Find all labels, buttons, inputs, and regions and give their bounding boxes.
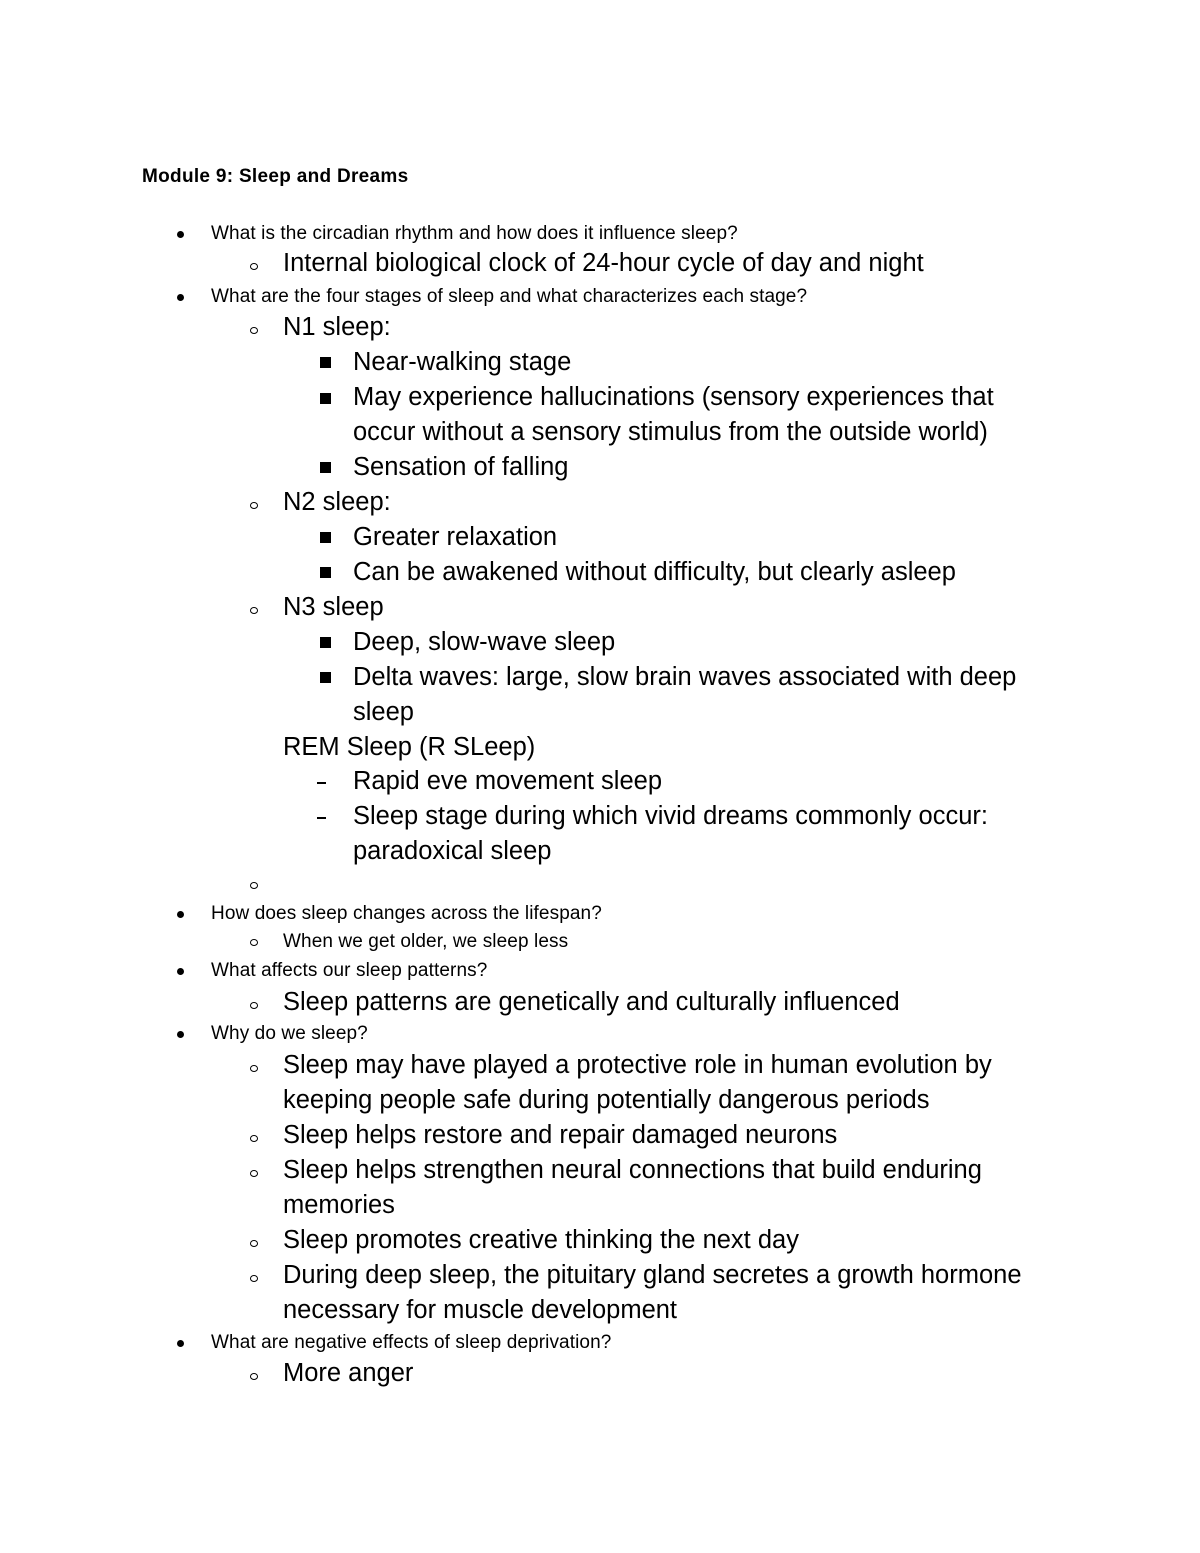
bullet-circle [250,502,258,509]
bullet-circle [250,1170,258,1177]
bullet-circle [250,1002,258,1009]
bullet-circle [250,1135,258,1142]
answer-patterns: Sleep patterns are genetically and culturally influenced [283,988,900,1016]
stage-n2-label: N2 sleep: [283,488,391,516]
n2-item: Greater relaxation [353,523,558,551]
bullet-circle [250,1240,258,1247]
stage-n3-label: N3 sleep [283,593,384,621]
bullet-circle [250,939,258,946]
n3-item-continued: sleep [353,698,414,726]
bullet-square [320,637,331,648]
bullet-square [320,462,331,473]
rem-item: Rapid eve movement sleep [353,767,663,795]
bullet-square [320,357,331,368]
stage-rem-label: REM Sleep (R SLeep) [283,733,536,761]
bullet-square [320,393,331,404]
answer-deprivation: More anger [283,1359,414,1387]
n2-item: Can be awakened without difficulty, but clearly asleep [353,558,956,586]
bullet-disc [177,231,184,238]
bullet-disc [177,911,184,918]
rem-item: Sleep stage during which vivid dreams commonly occur: [353,802,988,830]
bullet-disc [177,294,184,301]
bullet-disc [177,1340,184,1347]
question-stages: What are the four stages of sleep and what characterizes each stage? [211,286,808,307]
bullet-circle [250,607,258,614]
answer-why-sleep: Sleep may have played a protective role in human evolution by [283,1051,992,1079]
bullet-dash [317,782,326,784]
question-deprivation: What are negative effects of sleep deprivation? [211,1332,612,1353]
question-circadian: What is the circadian rhythm and how does it influence sleep? [211,223,738,244]
page-title: Module 9: Sleep and Dreams [142,166,409,187]
n1-item: Near-walking stage [353,348,572,376]
answer-why-sleep-continued: necessary for muscle development [283,1296,678,1324]
stage-n1-label: N1 sleep: [283,313,391,341]
bullet-disc [177,1031,184,1038]
bullet-square [320,567,331,578]
question-patterns: What affects our sleep patterns? [211,960,488,981]
bullet-circle [250,1373,258,1380]
bullet-circle [250,263,258,270]
n1-item-continued: occur without a sensory stimulus from the outside world) [353,418,988,446]
answer-why-sleep: Sleep helps strengthen neural connections that build enduring [283,1156,982,1184]
question-lifespan: How does sleep changes across the lifespan? [211,903,602,924]
bullet-circle-empty [250,882,258,889]
answer-why-sleep-continued: memories [283,1191,395,1219]
rem-item-continued: paradoxical sleep [353,837,552,865]
answer-lifespan: When we get older, we sleep less [283,931,569,952]
bullet-circle [250,1275,258,1282]
answer-circadian: Internal biological clock of 24-hour cycle of day and night [283,249,924,277]
bullet-square [320,532,331,543]
answer-why-sleep-continued: keeping people safe during potentially dangerous periods [283,1086,930,1114]
bullet-circle [250,1065,258,1072]
answer-why-sleep: During deep sleep, the pituitary gland secretes a growth hormone [283,1261,1022,1289]
bullet-square [320,672,331,683]
n1-item: May experience hallucinations (sensory experiences that [353,383,994,411]
n1-item: Sensation of falling [353,453,569,481]
answer-why-sleep: Sleep promotes creative thinking the next day [283,1226,799,1254]
bullet-dash [317,817,326,819]
bullet-circle [250,327,258,334]
question-why-sleep: Why do we sleep? [211,1023,368,1044]
answer-why-sleep: Sleep helps restore and repair damaged neurons [283,1121,838,1149]
n3-item: Deep, slow-wave sleep [353,628,616,656]
n3-item: Delta waves: large, slow brain waves associated with deep [353,663,1017,691]
bullet-disc [177,968,184,975]
